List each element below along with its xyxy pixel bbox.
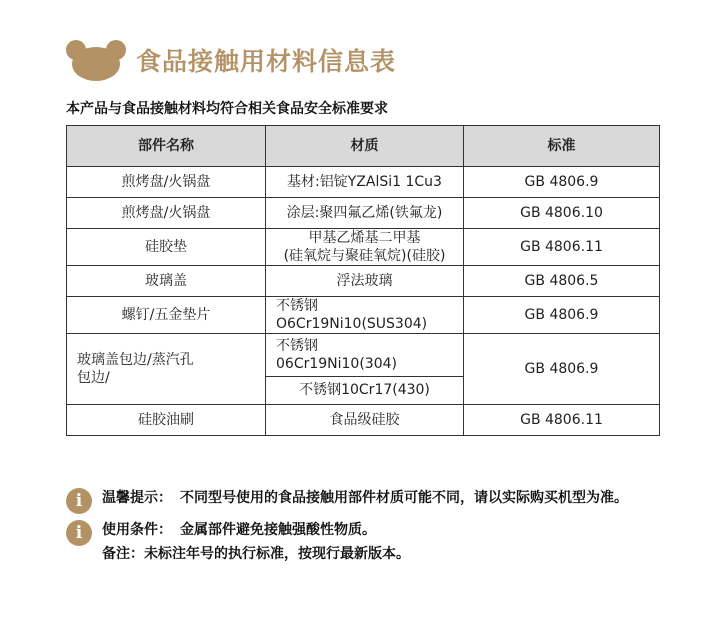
- cell-material: 不锈钢10Cr17(430): [266, 376, 464, 404]
- remark-label: 备注：: [102, 546, 144, 562]
- cell-part: 煎烤盘/火锅盘: [67, 167, 266, 198]
- remark-note: [66, 544, 666, 564]
- header-part-name: 部件名称: [67, 126, 266, 167]
- cell-standard: GB 4806.11: [464, 229, 660, 266]
- tip-note: [66, 488, 666, 514]
- material-info-table: [66, 125, 660, 436]
- part-line: 包边/: [77, 370, 110, 386]
- page-title: 食品接触用材料信息表: [136, 47, 397, 76]
- material-line: 不锈钢: [276, 337, 318, 354]
- condition-note: [66, 520, 666, 546]
- cell-part: 硅胶垫: [67, 229, 266, 266]
- table-row: [67, 297, 660, 334]
- page-header: [64, 38, 396, 82]
- table-row: [67, 266, 660, 297]
- table-row: [67, 229, 660, 266]
- header-material: 材质: [266, 126, 464, 167]
- header-standard: 标准: [464, 126, 660, 167]
- cell-material: 食品级硅胶: [266, 405, 464, 436]
- cell-part: 螺钉/五金垫片: [67, 297, 266, 334]
- part-line: 玻璃盖包边/蒸汽孔: [77, 352, 194, 368]
- info-icon: i: [66, 520, 92, 546]
- cell-standard: GB 4806.5: [464, 266, 660, 297]
- cell-material: [266, 334, 464, 377]
- cell-part: 硅胶油刷: [67, 405, 266, 436]
- table-header-row: [67, 126, 660, 167]
- cell-standard: GB 4806.9: [464, 297, 660, 334]
- cell-standard: GB 4806.9: [464, 167, 660, 198]
- material-line: O6Cr19Ni10(SUS304): [276, 316, 428, 332]
- condition-label: 使用条件：: [102, 522, 172, 538]
- cell-part: 煎烤盘/火锅盘: [67, 198, 266, 229]
- table-row: [67, 405, 660, 436]
- cell-part: 玻璃盖: [67, 266, 266, 297]
- notes-section: [66, 488, 666, 568]
- cell-standard: GB 4806.11: [464, 405, 660, 436]
- material-line: (硅氧烷与聚硅氧烷)(硅胶): [283, 248, 446, 264]
- cell-material: 基材:铝锭YZAlSi1 1Cu3: [266, 167, 464, 198]
- remark-text: 未标注年号的执行标准，按现行最新版本。: [144, 546, 410, 562]
- cell-standard: GB 4806.10: [464, 198, 660, 229]
- cell-material: [266, 229, 464, 266]
- tip-text: 不同型号使用的食品接触用部件材质可能不同，请以实际购买机型为准。: [180, 490, 628, 506]
- cell-material: 浮法玻璃: [266, 266, 464, 297]
- material-line: 不锈钢: [276, 298, 318, 314]
- cell-material: 涂层:聚四氟乙烯(铁氟龙): [266, 198, 464, 229]
- condition-text: 金属部件避免接触强酸性物质。: [180, 522, 376, 538]
- material-line: 甲基乙烯基二甲基: [308, 230, 421, 246]
- cell-standard: GB 4806.9: [464, 334, 660, 405]
- table-row: [67, 198, 660, 229]
- material-line: 06Cr19Ni10(304): [276, 355, 397, 372]
- tip-label: 温馨提示：: [102, 490, 172, 506]
- table-row: [67, 167, 660, 198]
- compliance-statement: 本产品与食品接触材料均符合相关食品安全标准要求: [66, 101, 388, 117]
- table-row: [67, 334, 660, 377]
- info-icon: i: [66, 488, 92, 514]
- bear-head-icon: [64, 38, 128, 82]
- cell-material: [266, 297, 464, 334]
- cell-part: [67, 334, 266, 405]
